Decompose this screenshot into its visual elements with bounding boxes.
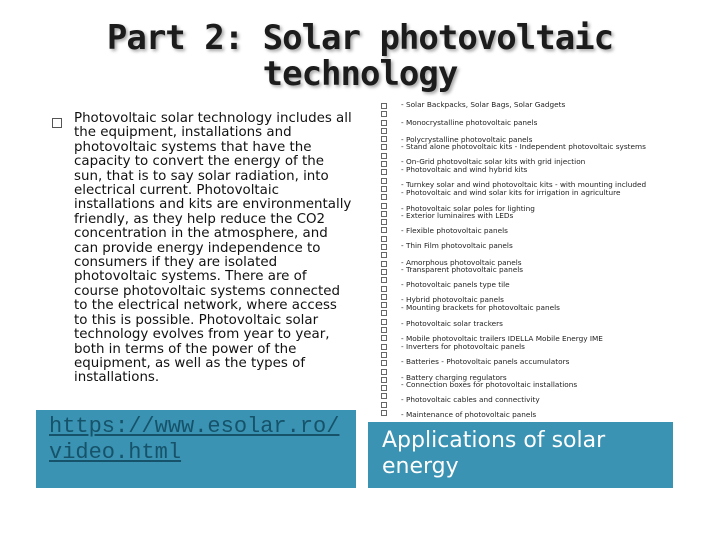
bullet-square-icon: [381, 111, 387, 117]
list-item: - Mobile photovoltaic trailers IDELLA Mobile Energy IME: [401, 334, 603, 343]
bullet-square-icon: [381, 410, 387, 416]
bullet-square-icon: [381, 352, 387, 358]
list-item: - Monocrystalline photovoltaic panels: [401, 118, 538, 127]
list-item: - Transparent photovoltaic panels: [401, 265, 524, 274]
bullet-square-icon: [381, 294, 387, 300]
list-item: - Photovoltaic and wind solar kits for irrigation in agriculture: [401, 188, 621, 197]
bullet-square-icon: [381, 261, 387, 267]
body-paragraph: Photovoltaic solar technology includes all the equipment, installations and photovoltaic systems that have the capacity to convert the energy of the sun, that is to say solar radiation, into electrical current. Photovoltaic installations and kits are environmentally friendly, as they help reduce the CO2 concentration in the atmosphere, and can provide energy independence to consumers if they are isolated photovoltaic systems. There are of course photovoltaic systems connected to the electrical network, where access to this is possible. Photovoltaic solar technology evolves from year to year, both in terms of the power of the equipment, as well as the types of installations.: [74, 111, 352, 386]
list-item: - Solar Backpacks, Solar Bags, Solar Gadgets: [401, 100, 566, 109]
slide-title: Part 2: Solar photovoltaic technology: [106, 18, 614, 94]
bullet-square-icon: [381, 302, 387, 308]
bullet-square-icon: [381, 402, 387, 408]
list-item: - Connection boxes for photovoltaic installations: [401, 380, 578, 389]
bullet-square-icon: [381, 169, 387, 175]
bullet-square-icon: [381, 211, 387, 217]
applications-label: Applications of solar energy: [382, 428, 606, 479]
bullet-square-icon: [381, 369, 387, 375]
bullet-square-icon: [381, 360, 387, 366]
bullet-square-icon: [381, 161, 387, 167]
list-item: - Mounting brackets for photovoltaic panels: [401, 303, 560, 312]
list-item: - Amorphous photovoltaic panels: [401, 258, 522, 267]
bullet-square-icon: [381, 203, 387, 209]
bullet-square-icon: [381, 128, 387, 134]
list-item: - Hybrid photovoltaic panels: [401, 295, 504, 304]
bullet-square-icon: [381, 277, 387, 283]
list-item: - Photovoltaic solar trackers: [401, 319, 503, 328]
bullet-square-icon: [381, 269, 387, 275]
bullet-square-icon: [381, 244, 387, 250]
bullet-square-icon: [381, 286, 387, 292]
list-item: - Flexible photovoltaic panels: [401, 226, 508, 235]
bullet-square-icon: [381, 103, 387, 109]
list-item: - Turnkey solar and wind photovoltaic kits - with mounting included: [401, 180, 647, 189]
bullet-square-icon: [381, 227, 387, 233]
bullet-square-icon: [381, 319, 387, 325]
bullet-square-icon: [381, 310, 387, 316]
list-item: - Maintenance of photovoltaic panels: [401, 410, 537, 419]
bullet-square-icon: [381, 194, 387, 200]
list-item: - Inverters for photovoltaic panels: [401, 342, 525, 351]
bullet-square-icon: [381, 153, 387, 159]
bullet-square-icon: [381, 344, 387, 350]
bullet-square-icon: [381, 219, 387, 225]
bullet-square-icon: [381, 136, 387, 142]
bullet-square-icon: [381, 385, 387, 391]
list-item: - Batteries - Photovoltaic panels accumulators: [401, 357, 570, 366]
bullet-square-icon: [381, 377, 387, 383]
bullet-square-icon: [381, 335, 387, 341]
list-item: - Photovoltaic cables and connectivity: [401, 395, 540, 404]
bullet-square-icon: [381, 252, 387, 258]
bullet-square-icon: [52, 118, 62, 128]
bullet-square-icon: [381, 144, 387, 150]
applications-panel: [368, 422, 673, 488]
list-item: - Polycrystalline photovoltaic panels: [401, 135, 533, 144]
bullet-squares-column: [381, 103, 391, 418]
list-item: - Stand alone photovoltaic kits - Independent photovoltaic systems: [401, 142, 646, 151]
list-item: - On-Grid photovoltaic solar kits with grid injection: [401, 157, 586, 166]
link-panel: [36, 410, 356, 488]
list-item: - Photovoltaic panels type tile: [401, 280, 510, 289]
list-item: - Exterior luminaires with LEDs: [401, 211, 514, 220]
list-item: - Thin Film photovoltaic panels: [401, 241, 513, 250]
bullet-square-icon: [381, 393, 387, 399]
bullet-square-icon: [381, 186, 387, 192]
bullet-square-icon: [381, 327, 387, 333]
list-item: - Battery charging regulators: [401, 373, 507, 382]
bullet-square-icon: [381, 120, 387, 126]
list-item: - Photovoltaic and wind hybrid kits: [401, 165, 528, 174]
bullet-square-icon: [381, 236, 387, 242]
list-item: - Photovoltaic solar poles for lighting: [401, 204, 535, 213]
bullet-square-icon: [381, 178, 387, 184]
video-link[interactable]: https://www.esolar.ro/video.html: [49, 414, 340, 465]
